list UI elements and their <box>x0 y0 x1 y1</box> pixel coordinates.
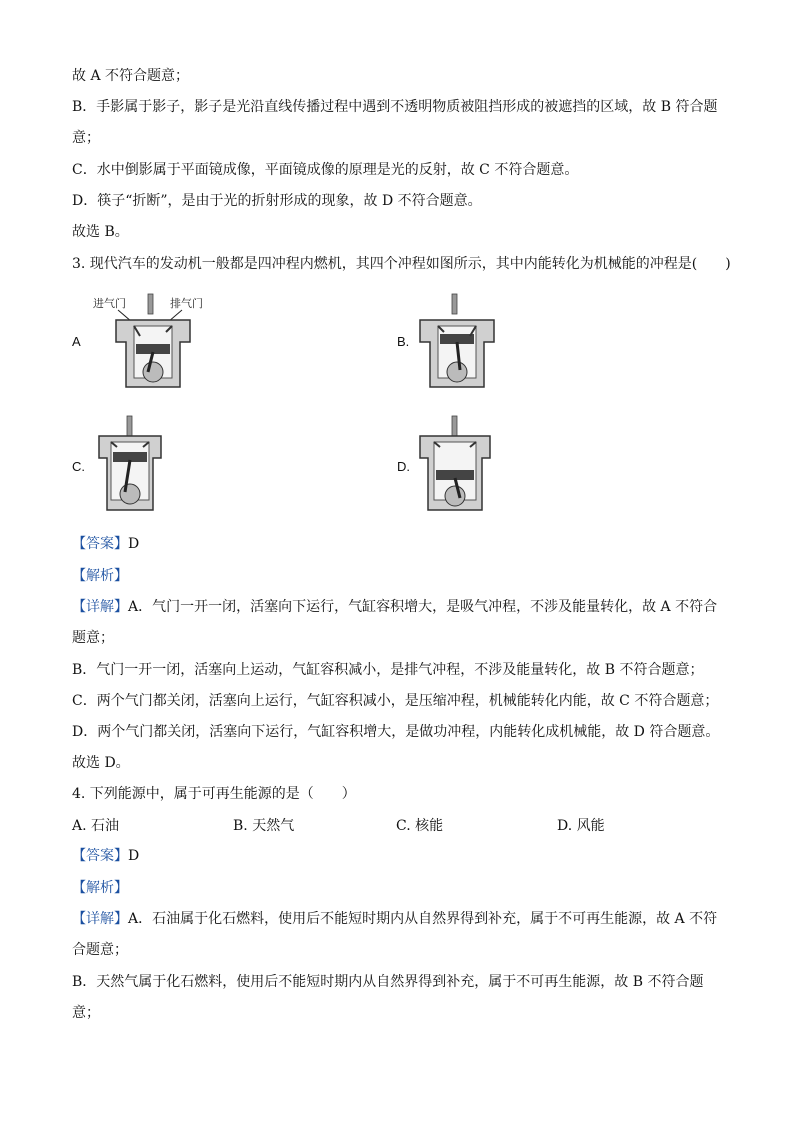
detail-line: 合题意； <box>72 942 128 958</box>
question-3: 3. 现代汽车的发动机一般都是四冲程内燃机，其四个冲程如图所示，其中内能转化为机械能的冲程是( ) <box>72 256 731 272</box>
detail-line: C．两个气门都关闭，活塞向上运行，气缸容积减小，是压缩冲程，机械能转化内能，故 C 不符合题意； <box>72 693 719 709</box>
detail-line: 题意； <box>72 630 114 646</box>
detail-line: B．气门一开一闭，活塞向上运动，气缸容积减小，是排气冲程，不涉及能量转化，故 B 不符合题意； <box>72 662 704 678</box>
detail-line: B．天然气属于化石燃料，使用后不能短时期内从自然界得到补充，属于不可再生能源，故 B 不符合题 <box>72 974 704 990</box>
text-line: 意； <box>72 130 100 146</box>
analysis-tag: 【解析】 <box>72 568 128 584</box>
detail-tag: 【详解】 <box>72 911 128 927</box>
intake-valve-label: 进气门 <box>93 297 126 310</box>
answer-row <box>72 534 139 554</box>
answer-value: D <box>128 536 140 552</box>
text-line: D．筷子“折断”，是由于光的折射形成的现象，故 D 不符合题意。 <box>72 193 482 209</box>
text-line: B．手影属于影子，影子是光沿直线传播过程中遇到不透明物质被阻挡形成的被遮挡的区域，故 B 符合题 <box>72 99 718 115</box>
option-b-label: B. <box>397 334 410 349</box>
text-line: 故选 B。 <box>72 224 129 240</box>
answer-row <box>72 846 139 866</box>
choice-a: A. 石油 <box>72 818 120 834</box>
engine-diagram-c <box>95 414 185 520</box>
detail-line: D．两个气门都关闭，活塞向下运行，气缸容积增大，是做功冲程，内能转化成机械能，故 D 符合题意。 <box>72 724 720 740</box>
option-d-label: D. <box>397 459 410 474</box>
detail-line: 故选 D。 <box>72 755 130 771</box>
choice-d: D. 风能 <box>557 818 605 834</box>
option-a-label: A <box>72 334 81 349</box>
analysis-tag: 【解析】 <box>72 880 128 896</box>
engine-diagram-a <box>88 292 248 396</box>
engine-diagram-d <box>412 414 502 520</box>
detail-line: 意； <box>72 1005 100 1021</box>
detail-line: 【详解】A．石油属于化石燃料，使用后不能短时期内从自然界得到补充，属于不可再生能源，故 A 不符 <box>72 911 718 927</box>
answer-tag: 【答案】 <box>72 848 128 864</box>
text-line: 故 A 不符合题意； <box>72 68 190 84</box>
answer-tag: 【答案】 <box>72 536 128 552</box>
option-c-label: C. <box>72 459 85 474</box>
text-line: C．水中倒影属于平面镜成像，平面镜成像的原理是光的反射，故 C 不符合题意。 <box>72 162 579 178</box>
exhaust-valve-label: 排气门 <box>170 297 203 310</box>
answer-value: D <box>128 848 140 864</box>
engine-diagram-b <box>412 292 502 396</box>
choice-b: B. 天然气 <box>233 818 295 834</box>
question-4: 4. 下列能源中，属于可再生能源的是（ ） <box>72 786 356 802</box>
detail-line: 【详解】A．气门一开一闭，活塞向下运行，气缸容积增大，是吸气冲程，不涉及能量转化，故 A 不符合 <box>72 599 718 615</box>
detail-tag: 【详解】 <box>72 599 128 615</box>
choice-c: C. 核能 <box>396 818 444 834</box>
